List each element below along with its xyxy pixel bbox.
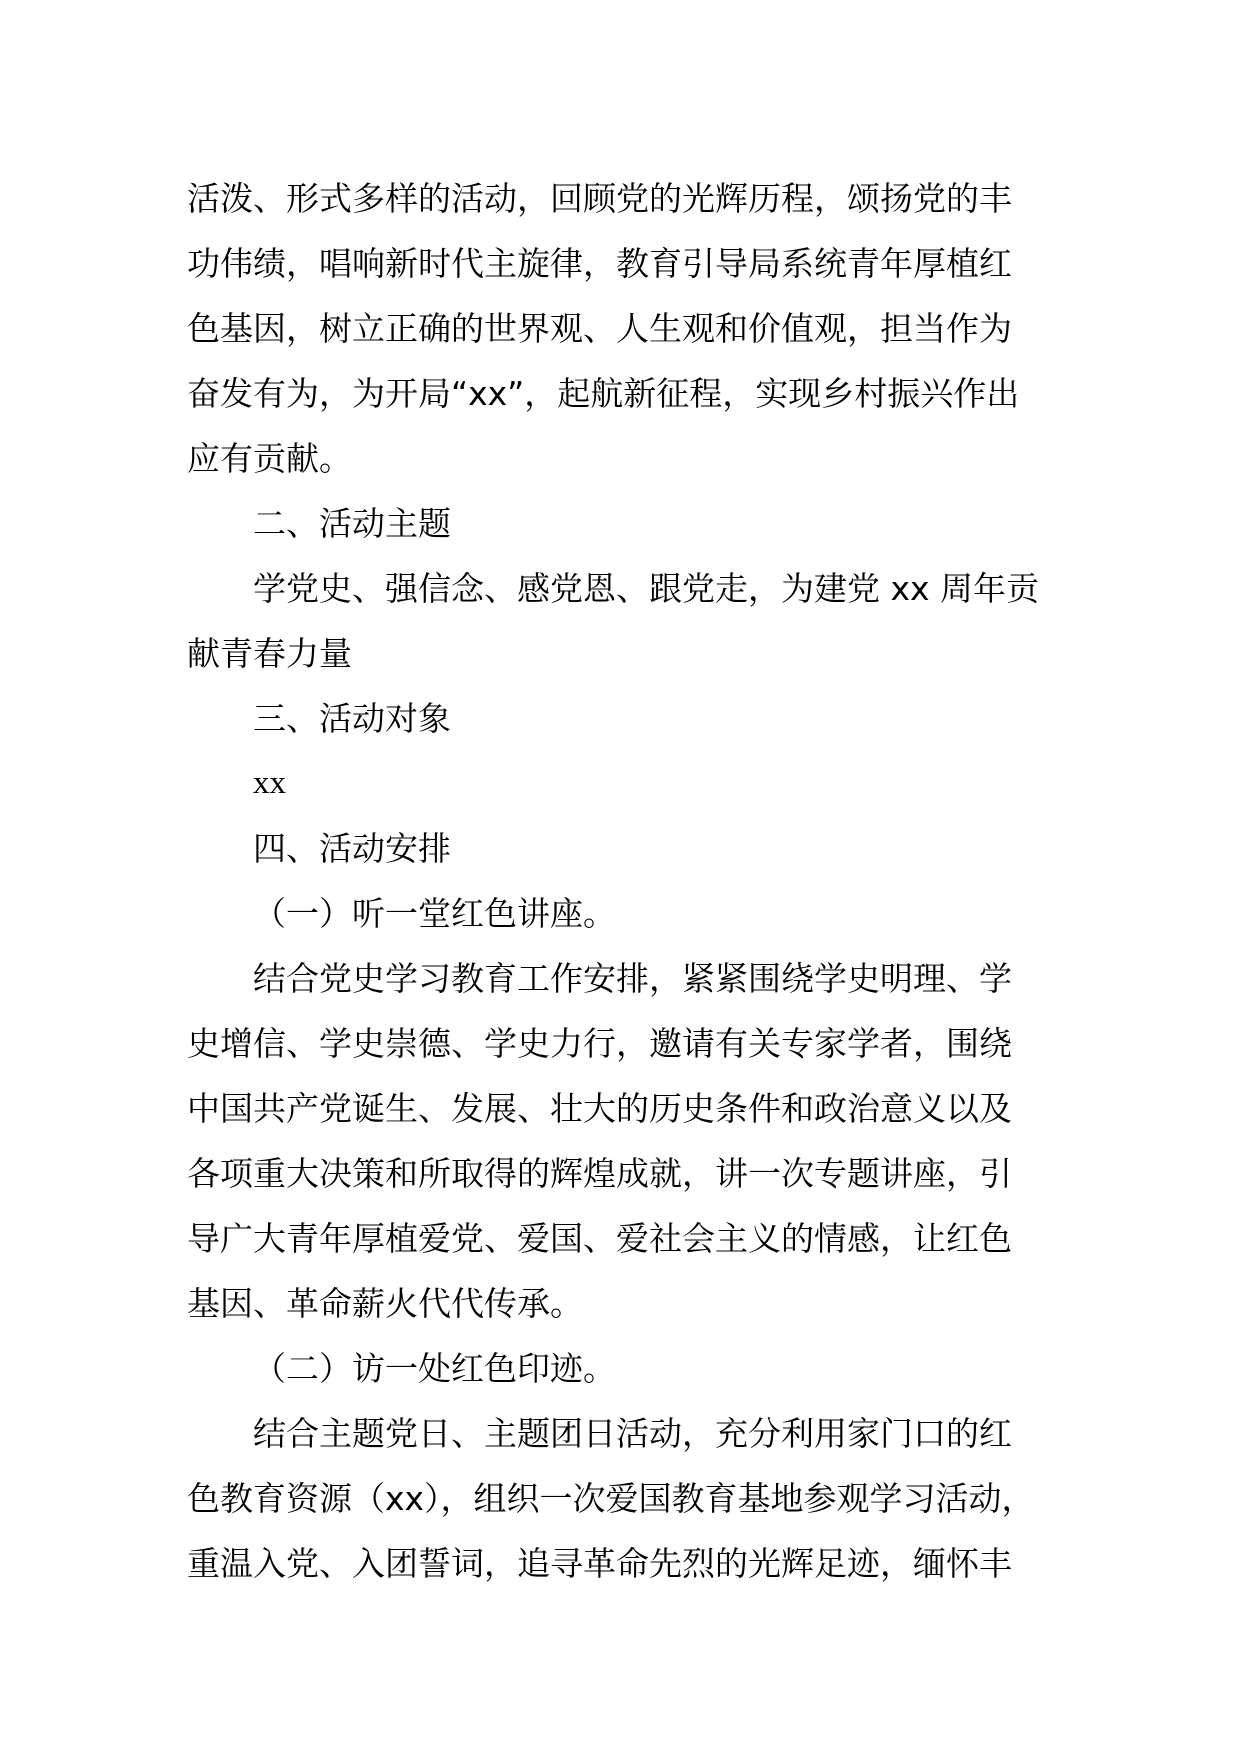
- item-1-line-1: 结合党史学习教育工作安排，紧紧围绕学史明理、学: [253, 959, 1012, 998]
- item-1-line-6: 基因、革命薪火代代传承。: [187, 1284, 583, 1323]
- item-1-line-2: 史增信、学史崇德、学史力行，邀请有关专家学者，围绕: [187, 1024, 1012, 1063]
- item-1-line-4: 各项重大决策和所取得的辉煌成就，讲一次专题讲座，引: [187, 1154, 1012, 1193]
- document-body: [187, 166, 1067, 1596]
- section-4-heading: 四、活动安排: [253, 829, 451, 868]
- section-2-line-2: 献青春力量: [187, 634, 352, 673]
- item-1-line-3: 中国共产党诞生、发展、壮大的历史条件和政治意义以及: [187, 1089, 1012, 1128]
- intro-line-5: 应有贡献。: [187, 439, 352, 478]
- item-2-line-3: 重温入党、入团誓词，追寻革命先烈的光辉足迹，缅怀丰: [187, 1544, 1012, 1583]
- intro-line-1: 活泼、形式多样的活动，回顾党的光辉历程，颂扬党的丰: [187, 179, 1012, 218]
- item-2-body: [187, 1401, 1067, 1596]
- section-3-body: xx: [253, 765, 286, 801]
- section-3-heading: 三、活动对象: [253, 699, 451, 738]
- intro-paragraph: [187, 166, 1067, 491]
- item-2-line-1: 结合主题党日、主题团日活动，充分利用家门口的红: [253, 1414, 1012, 1453]
- section-2-body: [187, 556, 1067, 686]
- item-1-line-5: 导广大青年厚植爱党、爱国、爱社会主义的情感，让红色: [187, 1219, 1012, 1258]
- item-2-line-2: 色教育资源（xx），组织一次爱国教育基地参观学习活动，: [187, 1479, 1035, 1518]
- item-2-heading: （二）访一处红色印迹。: [253, 1349, 616, 1388]
- item-1-body: [187, 946, 1067, 1336]
- intro-line-3: 色基因，树立正确的世界观、人生观和价值观，担当作为: [187, 309, 1012, 348]
- intro-line-4: 奋发有为，为开局“xx”，起航新征程，实现乡村振兴作出: [187, 374, 1020, 413]
- item-1-heading: （一）听一堂红色讲座。: [253, 894, 616, 933]
- intro-line-2: 功伟绩，唱响新时代主旋律，教育引导局系统青年厚植红: [187, 244, 1012, 283]
- section-2-heading: 二、活动主题: [253, 504, 451, 543]
- section-2-line-1: 学党史、强信念、感党恩、跟党走，为建党 xx 周年贡: [253, 569, 1040, 608]
